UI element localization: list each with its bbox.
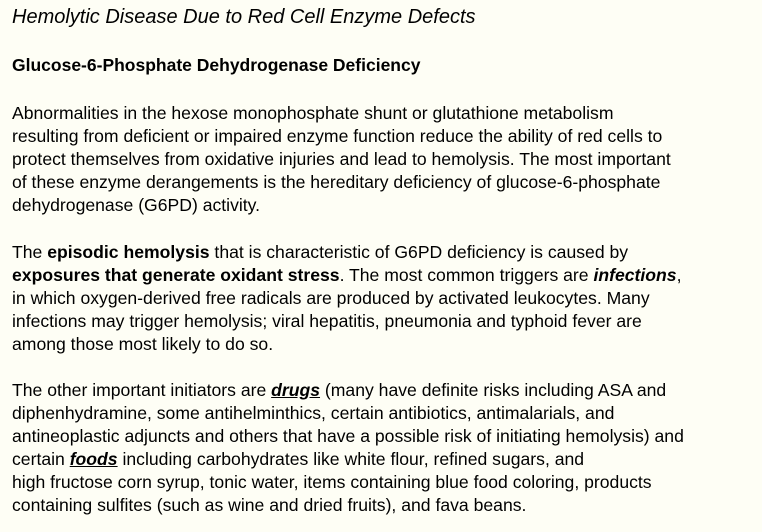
text-line: Abnormalities in the hexose monophosphate shunt or glutathione metabolism — [12, 103, 614, 123]
emphasis-oxidant-stress: exposures that generate oxidant stress — [12, 265, 340, 285]
text-line: resulting from deficient or impaired enzyme function reduce the ability of red cells to — [12, 126, 663, 146]
text-run: including carbohydrates like white flour, refined sugars, and — [117, 449, 585, 469]
text-line: of these enzyme derangements is the hereditary deficiency of glucose-6-phosphate — [12, 172, 661, 192]
text-run: The other important initiators are — [12, 380, 272, 400]
text-line: protect themselves from oxidative injuries and lead to hemolysis. The most important — [12, 149, 671, 169]
text-run: (many have definite risks including ASA and — [320, 380, 667, 400]
emphasis-foods: foods — [69, 449, 118, 469]
slide-title: Hemolytic Disease Due to Red Cell Enzyme Defects — [12, 6, 476, 28]
emphasis-infections: infections — [593, 265, 677, 285]
text-run: certain — [12, 449, 70, 469]
section-heading: Glucose-6-Phosphate Dehydrogenase Deficiency — [12, 55, 421, 75]
text-line: high fructose corn syrup, tonic water, items containing blue food coloring, products — [12, 472, 652, 492]
text-line: antineoplastic adjuncts and others that have a possible risk of initiating hemolysis) and — [12, 426, 684, 446]
text-line — [12, 264, 757, 287]
text-line: diphenhydramine, some antihelminthics, certain antibiotics, antimalarials, and — [12, 403, 615, 423]
text-line — [12, 379, 757, 402]
text-line: among those most likely to do so. — [12, 334, 274, 354]
text-run: . The most common triggers are — [339, 265, 594, 285]
text-run: that is characteristic of G6PD deficiency is caused by — [209, 242, 629, 262]
text-run: , — [676, 265, 682, 285]
emphasis-episodic-hemolysis: episodic hemolysis — [47, 242, 210, 262]
emphasis-drugs: drugs — [271, 380, 321, 400]
text-line — [12, 448, 757, 471]
text-line — [12, 241, 757, 264]
paragraph-initiators — [12, 379, 757, 517]
text-line: in which oxygen-derived free radicals are produced by activated leukocytes. Many — [12, 288, 650, 308]
text-line: containing sulfites (such as wine and dried fruits), and fava beans. — [12, 495, 527, 515]
text-line: dehydrogenase (G6PD) activity. — [12, 195, 261, 215]
paragraph-episodic-hemolysis — [12, 241, 757, 356]
text-line: infections may trigger hemolysis; viral hepatitis, pneumonia and typhoid fever are — [12, 311, 642, 331]
text-run: The — [12, 242, 48, 262]
paragraph-abnormalities — [12, 102, 757, 217]
